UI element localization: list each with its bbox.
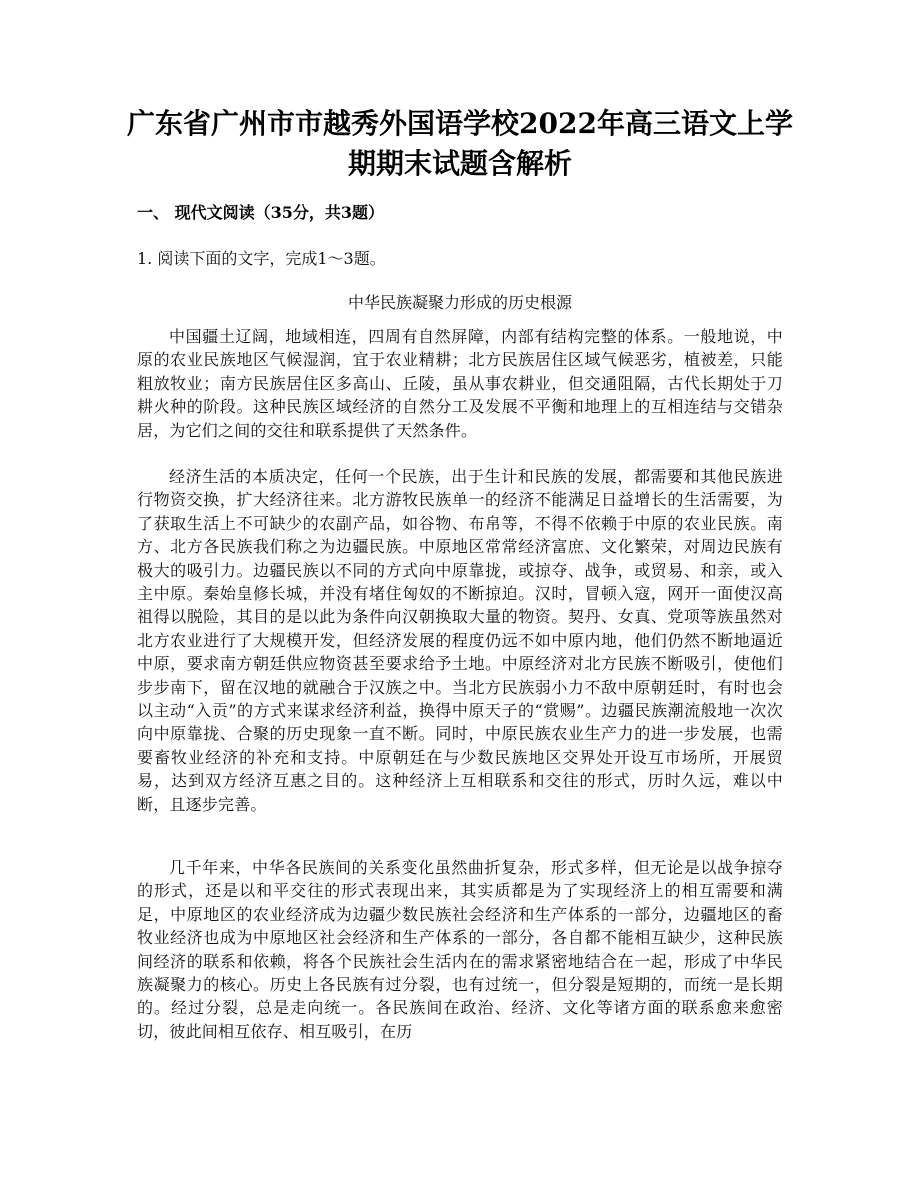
passage-paragraph: 几千年来，中华各民族间的关系变化虽然曲折复杂，形式多样，但无论是以战争掠夺的形式，还是以和平交往的形式表现出来，其实质都是为了实现经济上的相互需要和满足，中原地区的农业经济成为边疆少数民族社会经济和生产体系的一部分，边疆地区的畜牧业经济也成为中原地区社会经济和生产体系的一部分，各自都不能相互缺少，这种民族间经济的联系和依赖，将各个民族社会生活内在的需求紧密地结合在一起，形成了中华民族凝聚力的核心。历史上各民族有过分裂，也有过统一，但分裂是短期的，而统一是长期的。经过分裂，总是走向统一。各民族间在政治、经济、文化等诸方面的联系愈来愈密切，彼此间相互依存、相互吸引，在历 (137, 858, 783, 1041)
passage-paragraph: 中国疆土辽阔，地域相连，四周有自然屏障，内部有结构完整的体系。一般地说，中原的农业民族地区气候湿润，宜于农业精耕；北方民族居住区域气候恶劣，植被差，只能粗放牧业；南方民族居住区多高山、丘陵，虽从事农耕业，但交通阻隔，古代长期处于刀耕火种的阶段。这种民族区域经济的自然分工及发展不平衡和地理上的互相连结与交错杂居，为它们之间的交往和联系提供了天然条件。 (137, 327, 783, 440)
question-stem: 1. 阅读下面的文字，完成1～3题。 (137, 249, 386, 268)
passage-paragraph: 经济生活的本质决定，任何一个民族，出于生计和民族的发展，都需要和其他民族进行物资交换，扩大经济往来。北方游牧民族单一的经济不能满足日益增长的生活需要，为了获取生活上不可缺少的农副产品，如谷物、布帛等，不得不依赖于中原的农业民族。南方、北方各民族我们称之为边疆民族。中原地区常常经济富庶、文化繁荣，对周边民族有极大的吸引力。边疆民族以不同的方式向中原靠拢，或掠夺、战争，或贸易、和亲，或入主中原。秦始皇修长城，并没有堵住匈奴的不断掠迫。汉时，冒顿入寇，网开一面使汉高祖得以脱险，其目的是以此为条件向汉朝换取大量的物资。契丹、女真、党项等族虽然对北方农业进行了大规模开发，但经济发展的程度仍远不如中原内地，他们仍然不断地逼近中原，要求南方朝廷供应物资甚至要求给予土地。中原经济对北方民族不断吸引，使他们步步南下，留在汉地的就融合于汉族之中。当北方民族弱小力不敌中原朝廷时，有时也会以主动“入贡”的方式来谋求经济利益，换得中原天子的“赏赐”。边疆民族潮流般地一次次向中原靠拢、合聚的历史现象一直不断。同时，中原民族农业生产力的进一步发展，也需要畜牧业经济的补充和支持。中原朝廷在与少数民族地区交界处开设互市场所，开展贸易，达到双方经济互惠之目的。这种经济上互相联系和交往的形式，历时久远，难以中断，且逐步完善。 (137, 467, 783, 814)
document-title: 广东省广州市市越秀外国语学校2022年高三语文上学期期末试题含解析 (127, 107, 793, 180)
passage-title: 中华民族凝聚力形成的历史根源 (347, 293, 572, 312)
section-heading: 一、 现代文阅读（35分，共3题） (137, 203, 384, 222)
